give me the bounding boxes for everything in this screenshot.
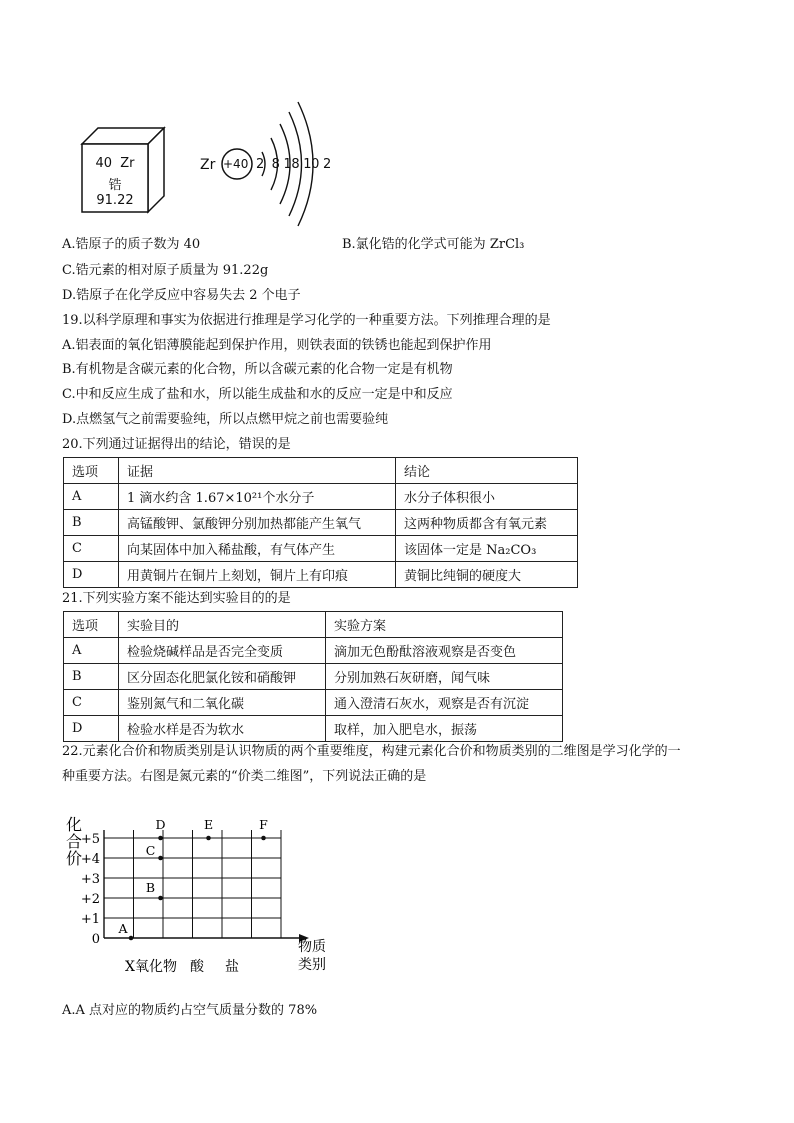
table-cell: 通入澄清石灰水，观察是否有沉淀: [326, 690, 563, 716]
element-mass: 91.22: [96, 193, 134, 208]
y-tick-label: +2: [80, 892, 100, 907]
point-label: F: [259, 817, 268, 832]
table-cell: 区分固态化肥氯化铵和硝酸钾: [119, 664, 326, 690]
q18-option-d: D.锆原子在化学反应中容易失去 2 个电子: [62, 288, 301, 303]
data-point: [158, 856, 163, 861]
point-label: D: [155, 817, 166, 832]
table-cell: 分别加熟石灰研磨，闻气味: [326, 664, 563, 690]
table-header-row: [64, 458, 578, 484]
q22-option-a: A.A 点对应的物质约占空气质量分数的 78%: [62, 1003, 318, 1018]
table-header-cell: 证据: [119, 458, 396, 484]
table-cell: C: [64, 536, 119, 562]
chart-labels: [66, 815, 326, 975]
element-name: 锆: [108, 178, 122, 193]
q21-stem: 21.下列实验方案不能达到实验目的的是: [62, 591, 291, 606]
point-label: E: [203, 817, 214, 832]
q19-option-a: A.铝表面的氧化铝薄膜能起到保护作用，则铁表面的铁锈也能起到保护作用: [62, 338, 492, 353]
data-point: [206, 836, 211, 841]
x-category-label: 氧化物: [135, 959, 177, 975]
y-axis-title: 化: [65, 815, 83, 834]
y-tick-label: +1: [80, 912, 100, 927]
x-category-label: 酸: [190, 959, 204, 975]
atom-symbol: Zr: [200, 157, 216, 173]
valence-class-chart: [60, 808, 326, 980]
q20-stem: 20.下列通过证据得出的结论，错误的是: [62, 437, 291, 452]
table-row: [64, 690, 563, 716]
table-cell: 取样，加入肥皂水，振荡: [326, 716, 563, 742]
table-cell: 黄铜比纯铜的硬度大: [396, 562, 578, 588]
table-cell: 检验烧碱样品是否完全变质: [119, 638, 326, 664]
q20-table: [63, 457, 578, 588]
data-point: [129, 936, 134, 941]
table-cell: D: [64, 562, 119, 588]
table-cell: B: [64, 664, 119, 690]
table-header-cell: 选项: [64, 612, 119, 638]
atom-nucleus-charge: +40: [223, 157, 249, 171]
table-row: [64, 638, 563, 664]
table-cell: D: [64, 716, 119, 742]
data-point: [158, 836, 163, 841]
x-axis-title: 物质: [298, 939, 326, 955]
x-axis-title: 类别: [298, 957, 326, 973]
q18-option-a: A.锆原子的质子数为 40: [62, 237, 201, 252]
table-row: [64, 716, 563, 742]
point-label: B: [145, 880, 156, 895]
table-cell: C: [64, 690, 119, 716]
data-point: [261, 836, 266, 841]
table-cell: 鉴别氮气和二氧化碳: [119, 690, 326, 716]
y-tick-label: 0: [91, 932, 100, 947]
table-row: [64, 536, 578, 562]
table-header-row: [64, 612, 563, 638]
data-point: [158, 896, 163, 901]
table-cell: 高锰酸钾、氯酸钾分别加热都能产生氧气: [119, 510, 396, 536]
table-header-cell: 结论: [396, 458, 578, 484]
q22-stem-line1: 22.元素化合价和物质类别是认识物质的两个重要维度，构建元素化合价和物质类别的二维图是学习化学的一: [62, 744, 681, 759]
y-axis-title: 价: [65, 849, 83, 868]
table-cell: 1 滴水约含 1.67×10²¹个水分子: [119, 484, 396, 510]
table-row: [64, 484, 578, 510]
point-label: A: [118, 921, 128, 936]
q19-option-b: B.有机物是含碳元素的化合物，所以含碳元素的化合物一定是有机物: [62, 362, 453, 377]
table-header-cell: 选项: [64, 458, 119, 484]
q19-option-d: D.点燃氢气之前需要验纯，所以点燃甲烷之前也需要验纯: [62, 412, 389, 427]
table-cell: 检验水样是否为软水: [119, 716, 326, 742]
table-cell: 水分子体积很小: [396, 484, 578, 510]
table-header-cell: 实验目的: [119, 612, 326, 638]
table-cell: 这两种物质都含有氧元素: [396, 510, 578, 536]
table-row: [64, 562, 578, 588]
x-category-label: X: [125, 959, 135, 975]
table-cell: A: [64, 484, 119, 510]
table-row: [64, 664, 563, 690]
q19-option-c: C.中和反应生成了盐和水，所以能生成盐和水的反应一定是中和反应: [62, 387, 453, 402]
y-tick-label: +5: [80, 832, 100, 847]
q18-option-b: B.氯化锆的化学式可能为 ZrCl₃: [342, 237, 525, 252]
x-category-label: 盐: [225, 959, 239, 975]
y-tick-label: +3: [80, 872, 100, 887]
q19-stem: 19.以科学原理和事实为依据进行推理是学习化学的一种重要方法。下列推理合理的是: [62, 313, 551, 328]
atom-shell-electrons: 2 8 18 10 2: [256, 157, 331, 172]
chart-grid: [104, 830, 309, 942]
table-cell: 该固体一定是 Na₂CO₃: [396, 536, 578, 562]
table-header-cell: 实验方案: [326, 612, 563, 638]
table-cell: 用黄铜片在铜片上刻划，铜片上有印痕: [119, 562, 396, 588]
element-number-symbol: 40 Zr: [95, 156, 135, 171]
table-cell: 滴加无色酚酞溶液观察是否变色: [326, 638, 563, 664]
point-label: C: [145, 843, 156, 858]
q21-table: [63, 611, 563, 742]
q18-option-c: C.锆元素的相对原子质量为 91.22g: [62, 263, 269, 278]
table-cell: B: [64, 510, 119, 536]
table-cell: 向某固体中加入稀盐酸，有气体产生: [119, 536, 396, 562]
y-axis-title: 合: [65, 832, 83, 851]
table-cell: A: [64, 638, 119, 664]
y-tick-label: +4: [80, 852, 100, 867]
table-row: [64, 510, 578, 536]
q22-stem-line2: 种重要方法。右图是氮元素的“价类二维图”，下列说法正确的是: [62, 769, 427, 784]
